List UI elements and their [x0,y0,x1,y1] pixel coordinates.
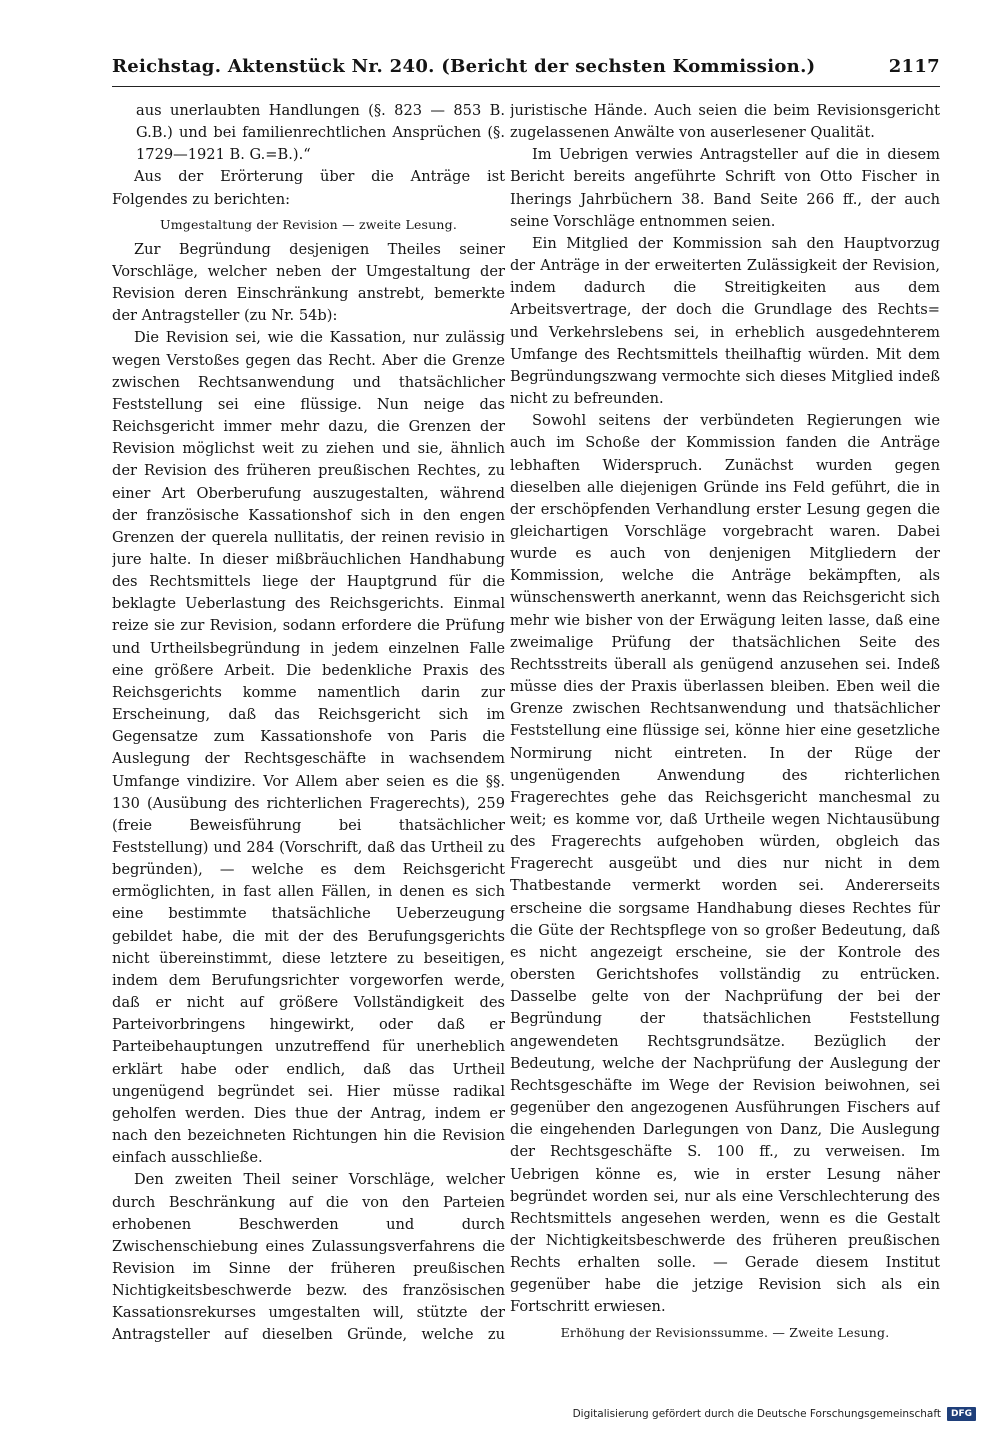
paragraph: aus unerlaubten Handlungen (§. 823 — 853 B. G.B.) und bei familienrechtlichen Ansprüchen (§. 1729—1921 B. G.=B.).“ [136,102,505,164]
paragraph: Im Uebrigen verwies Antragsteller auf die in diesem Bericht bereits angeführte Schrift von Otto Fischer in Iherings Jahrbüchern 38. Band Seite 266 ff., der auch seine Vorschläge entnommen seien. [510,146,940,230]
paragraph: Sowohl seitens der verbündeten Regierungen wie auch im Schoße der Kommission fanden die Anträge lebhaften Widerspruch. Zunächst wurden gegen dieselben alle diejenigen Gründe ins Feld geführt, die in der erschöpfenden Verhandlung erster Lesung gegen die gleichartigen Vorschläge vorgebracht waren. Dabei wurde es auch von denjenigen Mitgliedern der Kommission, welche die Anträge bekämpften, als wünschenswerth anerkannt, wenn das Reichsgericht sich mehr wie bisher von der Erwägung leiten lasse, daß eine zweimalige Prüfung der thatsächlichen Seite des Rechtsstreits überall als genügend anzusehen sei. Indeß müsse dies der Praxis überlassen bleiben. Eben weil die Grenze zwischen Rechtsanwendung und thatsächlicher Feststellung eine flüssige sei, könne hier eine gesetzliche Normirung nicht eintreten. In der Rüge der ungenügenden Anwendung des richterlichen Fragerechtes gehe das Reichsgericht manchesmal zu weit; es komme vor, daß Urtheile wegen Nichtausübung des Fragerechts aufgehoben würden, obgleich das Fragerecht ausgeübt und dies nur nicht in dem Thatbestande vermerkt worden sei. Andererseits erscheine die sorgsame Handhabung dieses Rechtes für die Güte der Rechtspflege von so großer Bedeutung, daß es nicht angezeigt erscheine, sie der Kontrole des obersten Gerichtshofes vollständig zu entrücken. Dasselbe gelte von der Nachprüfung der bei der Begründung der thatsächlichen Feststellung angewendeten Rechtsgrundsätze. Bezüglich der Bedeutung, welche der Nachprüfung der Auslegung der Rechtsgeschäfte im Wege der Revision beiwohnen, sei gegenüber den angezogenen Ausführungen Fischers auf die eingehenden Darlegungen von Danz, Die Auslegung der Rechtsgeschäfte S. 100 ff., zu verweisen. Im Uebrigen könne es, wie in erster Lesung näher begründet worden sei, nur als eine Verschlechterung des Rechtsmittels angesehen werden, wenn es die Gestalt der Nichtigkeitsbeschwerde des früheren preußischen Rechts erhalten solle. — Gerade diesem Institut gegenüber habe die jetzige Revision sich als ein Fortschritt erwiesen. [510,412,940,1316]
header-title: Reichstag. Aktenstück Nr. 240. (Bericht der sechsten Kommission.) [112,56,816,77]
right-column [510,100,940,1345]
paragraph: Den zweiten Theil seiner Vorschläge, welcher durch Beschränkung auf die von den Parteien erhobenen Beschwerden und durch Zwischenschiebung eines Zulassungsverfahrens die Revision im Sinne der früheren preußischen Nichtigkeitsbeschwerde bezw. des französischen Kassationsrekurses umgestalten will, stützte der Antragsteller auf dieselben Gründe, welche zu [112,1171,505,1344]
paragraph: juristische Hände. Auch seien die beim Revisionsgericht zugelassenen Anwälte von auserlesener Qualität. [510,102,940,142]
page-number: 2117 [888,56,940,77]
footer-text: Digitalisierung gefördert durch die Deutsche Forschungsgemeinschaft [572,1408,941,1420]
paragraph: Ein Mitglied der Kommission sah den Hauptvorzug der Anträge in der erweiterten Zulässigkeit der Revision, indem dadurch die Streitigkeiten aus dem Arbeitsvertrage, der doch die Grundlage des Rechts= und Verkehrslebens sei, in erheblich ausgedehnterem Umfange des Rechtsmittels theilhaftig würden. Mit dem Begründungszwang vermochte sich dieses Mitglied indeß nicht zu befreunden. [510,234,940,408]
dfg-logo: DFG [947,1407,976,1421]
paragraph: Zur Begründung desjenigen Theiles seiner Vorschläge, welcher neben der Umgestaltung der Revision deren Einschränkung anstrebt, bemerkte der Antragsteller (zu Nr. 54b): [112,240,505,325]
section-heading: Erhöhung der Revisionssumme. — Zweite Lesung. [560,1324,890,1340]
left-column [112,100,505,1345]
paragraph: Aus der Erörterung über die Anträge ist Folgendes zu berichten: [112,168,505,208]
running-header [112,56,940,86]
header-rule [112,86,940,87]
digitization-footer [573,1404,976,1424]
paragraph: Die Revision sei, wie die Kassation, nur zulässig wegen Verstoßes gegen das Recht. Aber die Grenze zwischen Rechtsanwendung und thatsächlicher Feststellung sei eine flüssige. Nun neige das Reichsgericht immer mehr dazu, die Grenzen der Revision möglichst weit zu ziehen und sie, ähnlich der Revision des früheren preußischen Rechtes, zu einer Art Oberberufung auszugestalten, während der französische Kassationshof sich in den engen Grenzen der querela nullitatis, der reinen revisio in jure halte. In dieser mißbräuchlichen Handhabung des Rechtsmittels liege der Hauptgrund für die beklagte Ueberlastung des Reichsgerichts. Einmal reize sie zur Revision, sodann erfordere die Prüfung und Urtheilsbegründung in jedem einzelnen Falle eine größere Arbeit. Die bedenkliche Praxis des Reichsgerichts komme namentlich darin zur Erscheinung, daß das Reichsgericht sich im Gegensatze zum Kassationshofe von Paris die Auslegung der Rechtsgeschäfte in wachsendem Umfange vindizire. Vor Allem aber seien es die §§. 130 (Ausübung des richterlichen Fragerechts), 259 (freie Beweisführung bei thatsächlicher Feststellung) und 284 (Vorschrift, daß das Urtheil zu begründen), — welche es dem Reichsgericht ermöglichten, in fast allen Fällen, in denen es sich eine bestimmte thatsächliche Ueberzeugung gebildet habe, die mit der des Berufungsgerichts nicht übereinstimmt, diese letztere zu beseitigen, indem dem Berufungsrichter vorgeworfen werde, daß er nicht auf größere Vollständigkeit des Parteivorbringens hingewirkt, oder daß er Parteibehauptungen unzutreffend für unerheblich erklärt habe oder endlich, daß das Urtheil ungenügend begründet sei. Hier müsse radikal geholfen werden. Dies thue der Antrag, indem er nach den bezeichneten Richtungen hin die Revision einfach ausschließe. [112,329,505,1167]
section-heading: Umgestaltung der Revision — zweite Lesung. [159,216,458,232]
